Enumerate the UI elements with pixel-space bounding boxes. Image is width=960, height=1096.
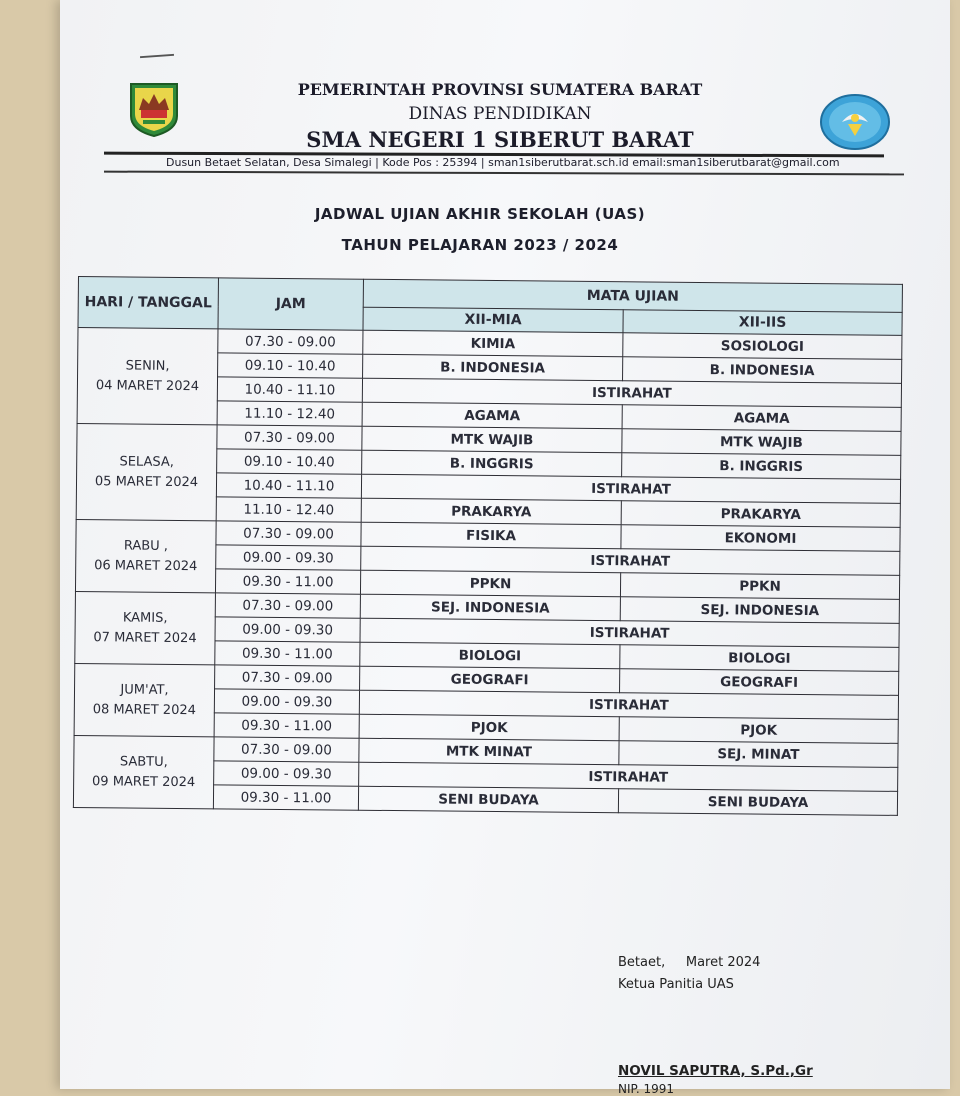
day-name: SENIN,: [125, 357, 170, 374]
jam-cell: 09.00 - 09.30: [214, 689, 359, 714]
header-class-iis: XII-IIS: [623, 310, 902, 336]
subject-iis-cell: B. INDONESIA: [623, 357, 902, 384]
subject-iis-cell: EKONOMI: [621, 525, 900, 552]
jam-cell: 07.30 - 09.00: [215, 665, 360, 690]
subject-mia-cell: B. INDONESIA: [363, 354, 623, 380]
subject-iis-cell: SOSIOLOGI: [623, 333, 902, 360]
subject-iis-cell: GEOGRAFI: [620, 669, 899, 696]
jam-cell: 09.00 - 09.30: [215, 617, 360, 642]
day-date: 09 MARET 2024: [91, 773, 196, 790]
day-name: RABU ,: [123, 537, 169, 554]
tut-wuri-handayani-emblem-icon: [818, 92, 892, 152]
west-sumatra-province-emblem-icon: [125, 80, 183, 138]
day-name: JUM'AT,: [120, 681, 169, 698]
day-cell: [77, 328, 218, 425]
day-cell: [73, 735, 214, 808]
jam-cell: 07.30 - 09.00: [216, 521, 361, 546]
signature-place-date: Betaet, Maret 2024: [618, 955, 761, 970]
subject-mia-cell: PRAKARYA: [361, 498, 621, 524]
day-cell: [75, 591, 216, 664]
day-date: 05 MARET 2024: [94, 473, 199, 490]
subject-iis-cell: MTK WAJIB: [622, 429, 901, 456]
document-title: JADWAL UJIAN AKHIR SEKOLAH (UAS): [314, 205, 646, 223]
break-cell: ISTIRAHAT: [361, 474, 900, 503]
jam-cell: 09.30 - 11.00: [215, 641, 360, 666]
day-cell: [74, 663, 215, 736]
jam-cell: 09.30 - 11.00: [214, 713, 359, 738]
header-day: HARI / TANGGAL: [78, 277, 218, 329]
subject-iis-cell: SEJ. MINAT: [619, 741, 898, 768]
subject-mia-cell: AGAMA: [362, 402, 622, 428]
day-name: SABTU,: [119, 753, 168, 770]
jam-cell: 10.40 - 11.10: [216, 473, 361, 498]
subject-iis-cell: AGAMA: [622, 405, 901, 432]
jam-cell: 07.30 - 09.00: [214, 737, 359, 762]
subject-mia-cell: GEOGRAFI: [360, 666, 620, 692]
subject-mia-cell: BIOLOGI: [360, 642, 620, 668]
subject-mia-cell: MTK WAJIB: [362, 426, 622, 452]
header-class-mia: XII-MIA: [363, 307, 623, 332]
subject-mia-cell: MTK MINAT: [359, 738, 619, 764]
jam-cell: 09.00 - 09.30: [214, 761, 359, 786]
signature-nip: NIP. 1991: [618, 1082, 675, 1096]
subject-iis-cell: SEJ. INDONESIA: [620, 597, 899, 624]
subject-mia-cell: PJOK: [359, 714, 619, 740]
subject-mia-cell: SEJ. INDONESIA: [360, 594, 620, 620]
school-address: Dusun Betaet Selatan, Desa Simalegi | Kode Pos : 25394 | sman1siberutbarat.sch.id email:sman1siberutbarat@gmail.com: [166, 156, 840, 169]
day-date: 04 MARET 2024: [95, 377, 200, 394]
day-cell: [75, 519, 216, 592]
break-cell: ISTIRAHAT: [359, 690, 898, 719]
signature-role: Ketua Panitia UAS: [618, 977, 734, 992]
subject-mia-cell: PPKN: [360, 570, 620, 596]
jam-cell: 09.30 - 11.00: [215, 569, 360, 594]
subject-iis-cell: BIOLOGI: [620, 645, 899, 672]
day-date: 06 MARET 2024: [94, 557, 198, 574]
subject-iis-cell: B. INGGRIS: [622, 453, 901, 480]
subject-mia-cell: B. INGGRIS: [362, 450, 622, 476]
jam-cell: 09.00 - 09.30: [216, 545, 361, 570]
schedule-body: [73, 328, 902, 816]
header-jam: JAM: [218, 278, 363, 330]
academic-year: TAHUN PELAJARAN 2023 / 2024: [341, 236, 619, 254]
agency-header: DINAS PENDIDIKAN: [408, 104, 592, 124]
break-cell: ISTIRAHAT: [360, 618, 899, 647]
day-name: SELASA,: [119, 453, 174, 470]
jam-cell: 07.30 - 09.00: [217, 425, 362, 450]
province-header: PEMERINTAH PROVINSI SUMATERA BARAT: [297, 80, 703, 99]
jam-cell: 09.10 - 10.40: [218, 353, 363, 378]
day-date: 08 MARET 2024: [92, 701, 197, 718]
break-cell: ISTIRAHAT: [361, 546, 900, 575]
jam-cell: 11.10 - 12.40: [216, 497, 361, 522]
day-cell: [76, 423, 217, 520]
exam-schedule-table: [73, 276, 903, 816]
jam-cell: 09.10 - 10.40: [217, 449, 362, 474]
subject-mia-cell: SENI BUDAYA: [358, 786, 618, 812]
subject-iis-cell: PRAKARYA: [621, 501, 900, 528]
jam-cell: 07.30 - 09.00: [215, 593, 360, 618]
jam-cell: 10.40 - 11.10: [217, 377, 362, 402]
header-mata-ujian: MATA UJIAN: [363, 279, 902, 312]
day-name: KAMIS,: [122, 609, 168, 626]
jam-cell: 07.30 - 09.00: [218, 329, 363, 354]
signature-name: NOVIL SAPUTRA, S.Pd.,Gr: [618, 1063, 813, 1079]
break-cell: ISTIRAHAT: [362, 378, 901, 407]
subject-iis-cell: PPKN: [620, 573, 899, 600]
subject-mia-cell: FISIKA: [361, 522, 621, 548]
break-cell: ISTIRAHAT: [359, 762, 898, 791]
school-name: SMA NEGERI 1 SIBERUT BARAT: [306, 127, 694, 152]
subject-iis-cell: SENI BUDAYA: [618, 789, 897, 816]
jam-cell: 09.30 - 11.00: [213, 785, 358, 810]
subject-mia-cell: KIMIA: [363, 330, 623, 356]
subject-iis-cell: PJOK: [619, 717, 898, 744]
jam-cell: 11.10 - 12.40: [217, 401, 362, 426]
day-date: 07 MARET 2024: [93, 629, 197, 646]
